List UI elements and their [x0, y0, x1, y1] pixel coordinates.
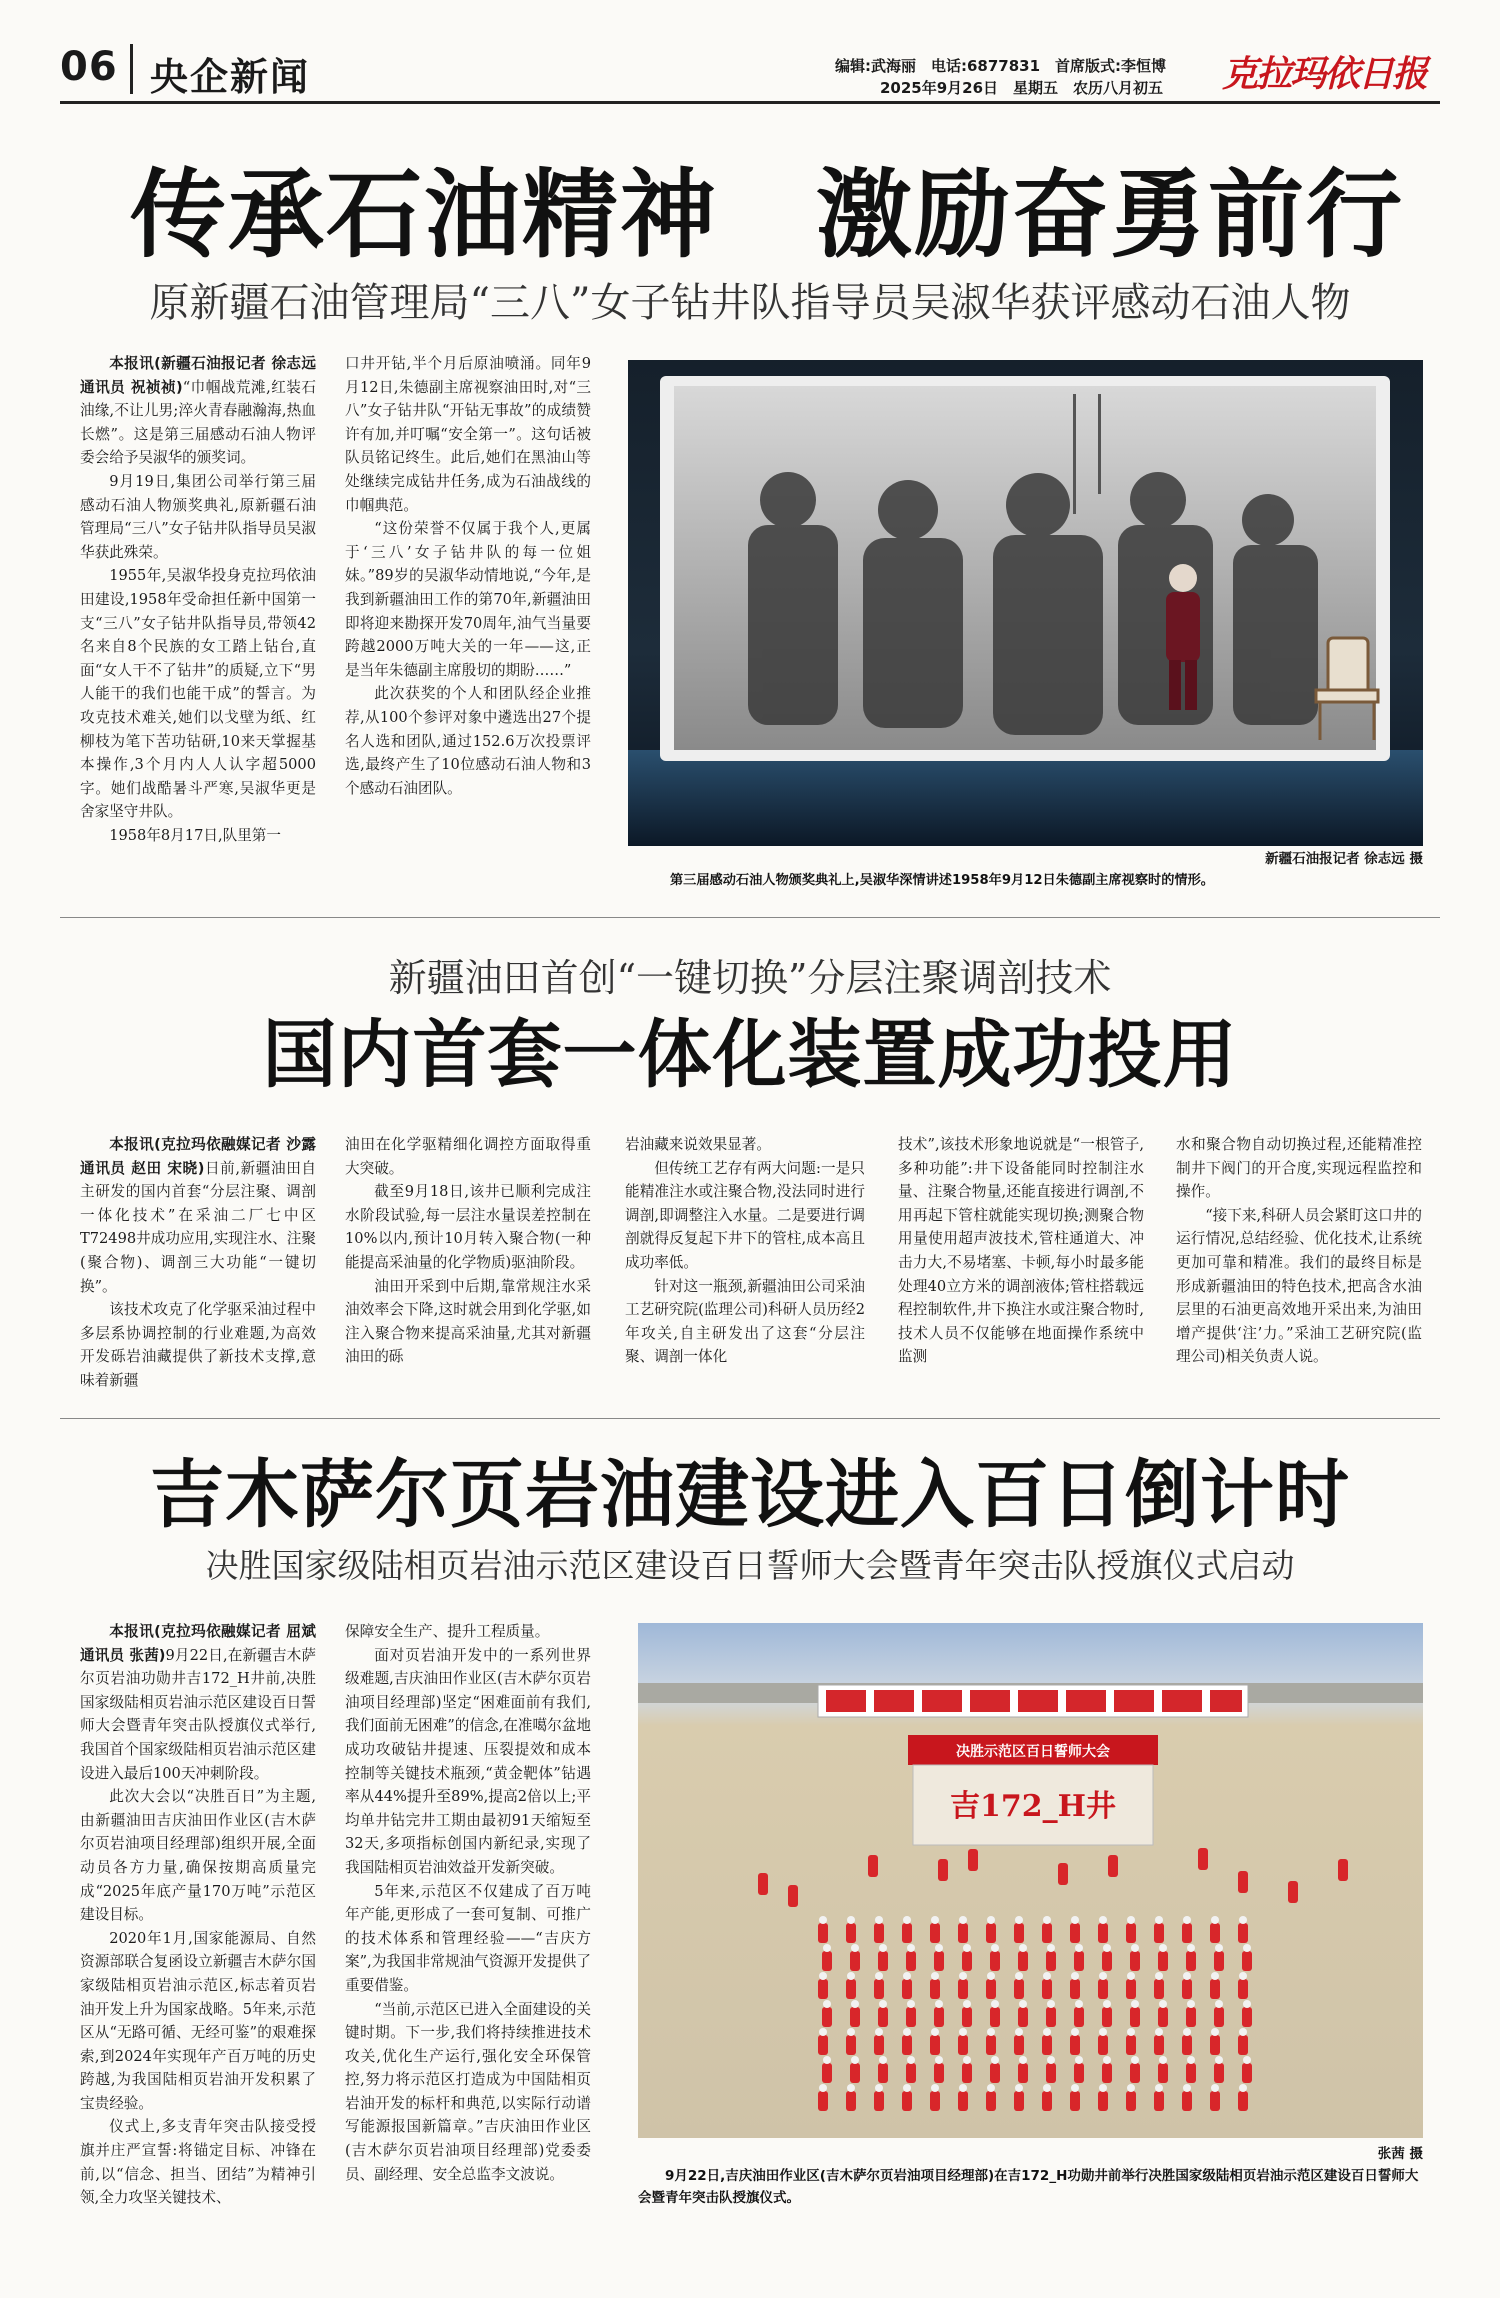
worker-helmet — [963, 2000, 971, 2008]
worker-figure — [878, 1951, 888, 1971]
worker-figure — [822, 2007, 832, 2027]
worker-figure — [818, 1979, 828, 1999]
worker-helmet — [903, 2028, 911, 2036]
section-divider — [60, 917, 1440, 918]
worker-figure — [874, 1923, 884, 1943]
story2-kicker: 新疆油田首创“一键切换”分层注聚调剖技术 — [388, 956, 1112, 1000]
worker-helmet — [1187, 2000, 1195, 2008]
worker-helmet — [903, 1916, 911, 1924]
worker-figure — [1182, 1979, 1192, 1999]
worker-figure — [868, 1855, 878, 1877]
worker-helmet — [1159, 2000, 1167, 2008]
worker-helmet — [1015, 1972, 1023, 1980]
story3-paragraph: 仪式上,多支青年突击队接受授旗并庄严宣誓:将锚定目标、冲锋在前,以“信念、担当、团结”为精神引领,全力攻坚关键技术、 — [80, 2118, 316, 2207]
worker-figure — [1126, 2091, 1136, 2111]
worker-helmet — [1103, 2056, 1111, 2064]
date-line: 2025年9月26日 星期五 农历八月初五 — [880, 79, 1164, 97]
worker-figure — [1070, 1979, 1080, 1999]
worker-helmet — [931, 2028, 939, 2036]
story3-column-1 — [80, 1620, 316, 2285]
worker-figure — [1288, 1881, 1298, 1903]
worker-figure — [1210, 1979, 1220, 1999]
story2-paragraph: “接下来,科研人员会紧盯这口井的运行情况,总结经验、优化技术,让系统更加可靠和精准。我们的最终目标是形成新疆油田的特色技术,把高含水油层里的石油更高效地开采出来,为油田增产提供‘注’力。”采油工艺研究院(监理公司)相关负责人说。 — [1176, 1206, 1422, 1366]
worker-helmet — [1155, 2028, 1163, 2036]
worker-helmet — [1239, 2028, 1247, 2036]
worker-helmet — [819, 2084, 827, 2092]
worker-figure — [1042, 2091, 1052, 2111]
masthead-divider — [130, 44, 133, 94]
story1-byline: 本报讯(新疆石油报记者 徐志远 通讯员 祝祯祯) — [80, 355, 316, 396]
worker-helmet — [1211, 2028, 1219, 2036]
worker-helmet — [851, 2000, 859, 2008]
worker-helmet — [959, 2084, 967, 2092]
story3-paragraph: 保障安全生产、提升工程质量。 — [345, 1623, 550, 1640]
worker-figure — [1098, 1923, 1108, 1943]
worker-helmet — [931, 2084, 939, 2092]
worker-helmet — [819, 2028, 827, 2036]
worker-figure — [1154, 1923, 1164, 1943]
worker-figure — [938, 1859, 948, 1881]
worker-figure — [1214, 2007, 1224, 2027]
worker-helmet — [987, 1972, 995, 1980]
worker-figure — [1158, 1951, 1168, 1971]
worker-figure — [1046, 1951, 1056, 1971]
worker-figure — [958, 1923, 968, 1943]
worker-figure — [1238, 2035, 1248, 2055]
worker-helmet — [819, 1972, 827, 1980]
story3-byline: 本报讯(克拉玛依融媒记者 屈斌 通讯员 张茜) — [80, 1623, 316, 1664]
worker-helmet — [1131, 2056, 1139, 2064]
worker-figure — [990, 2007, 1000, 2027]
worker-figure — [788, 1885, 798, 1907]
worker-helmet — [1075, 1944, 1083, 1952]
worker-helmet — [959, 2028, 967, 2036]
worker-figure — [962, 2007, 972, 2027]
worker-helmet — [907, 2056, 915, 2064]
story1-column-2 — [345, 352, 591, 897]
worker-figure — [1238, 2091, 1248, 2111]
worker-helmet — [1071, 1972, 1079, 1980]
story2-paragraph: 截至9月18日,该井已顺利完成注水阶段试验,每一层注水量误差控制在10%以内,预计10月转入聚合物(一种能提高采油量的化学物质)驱油阶段。 — [345, 1183, 591, 1271]
story3-paragraph: 5年来,示范区不仅建成了百万吨年产能,更形成了一套可复制、可推广的技术体系和管理经验——“吉庆方案”,为我国非常规油气资源开发提供了重要借鉴。 — [345, 1882, 591, 1994]
worker-figure — [934, 1951, 944, 1971]
worker-helmet — [1183, 1916, 1191, 1924]
worker-helmet — [1243, 2056, 1251, 2064]
story2-paragraph: 技术”,该技术形象地说就是“一根管子,多种功能”:井下设备能同时控制注水量、注聚合物量,还能直接进行调剖,不用再起下管柱就能实现切换;测聚合物用量使用超声波技术,管柱通道大、冲击力大,不易堵塞、卡顿,每小时最多能处理40立方米的调剖液体;管柱搭载远程控制软件,井下换注水或注聚合物时,技术人员不仅能够在地面操作系统中监测 — [898, 1136, 1144, 1366]
worker-figure — [1198, 1848, 1208, 1870]
stage-scene — [628, 360, 1423, 846]
worker-figure — [1074, 1951, 1084, 1971]
worker-helmet — [1071, 2084, 1079, 2092]
worker-helmet — [1043, 2084, 1051, 2092]
story2-column-1 — [80, 1133, 316, 1413]
worker-figure — [1046, 2063, 1056, 2083]
story3-column-2 — [345, 1620, 591, 2285]
worker-figure — [1014, 1923, 1024, 1943]
worker-helmet — [847, 1972, 855, 1980]
story1-column-1 — [80, 352, 316, 897]
worker-helmet — [1071, 1916, 1079, 1924]
worker-helmet — [823, 1944, 831, 1952]
story2-column-4 — [898, 1133, 1144, 1413]
worker-helmet — [1015, 2028, 1023, 2036]
worker-helmet — [1071, 2028, 1079, 2036]
worker-helmet — [1243, 2000, 1251, 2008]
worker-helmet — [1215, 2000, 1223, 2008]
worker-figure — [1182, 1923, 1192, 1943]
worker-helmet — [1155, 1972, 1163, 1980]
worker-helmet — [991, 2056, 999, 2064]
worker-figure — [902, 2035, 912, 2055]
worker-helmet — [987, 2084, 995, 2092]
worker-helmet — [1019, 2000, 1027, 2008]
worker-figure — [930, 1979, 940, 1999]
worker-helmet — [851, 1944, 859, 1952]
worker-figure — [1154, 2035, 1164, 2055]
worker-helmet — [819, 1916, 827, 1924]
story2-paragraph: 日前,新疆油田自主研发的国内首套“分层注聚、调剖一体化技术”在采油二厂七中区T72498井成功应用,实现注水、注聚(聚合物)、调剖三大功能“一键切换”。 — [80, 1159, 316, 1295]
worker-helmet — [1187, 1944, 1195, 1952]
worker-figure — [1210, 2091, 1220, 2111]
story2-paragraph: 油田开采到中后期,靠常规注水采油效率会下降,这时就会用到化学驱,如注入聚合物来提高采油量,尤其对新疆油田的砾 — [345, 1277, 591, 1366]
worker-figure — [846, 2091, 856, 2111]
worker-helmet — [903, 1972, 911, 1980]
worker-figure — [1070, 1923, 1080, 1943]
worker-helmet — [823, 2000, 831, 2008]
worker-helmet — [1159, 2056, 1167, 2064]
worker-figure — [1338, 1859, 1348, 1881]
worker-helmet — [1211, 1972, 1219, 1980]
worker-figure — [986, 1923, 996, 1943]
story3-photo-caption: 9月22日,吉庆油田作业区(吉木萨尔页岩油项目经理部)在吉172_H功勋井前举行决胜国家级陆相页岩油示范区建设百日誓师大会暨青年突击队授旗仪式。 — [638, 2168, 1419, 2206]
worker-helmet — [907, 1944, 915, 1952]
story2-column-3 — [625, 1133, 865, 1413]
photo-well-label: 吉172_H井 — [950, 1789, 1116, 1824]
worker-figure — [990, 2063, 1000, 2083]
worker-figure — [1014, 2035, 1024, 2055]
worker-figure — [1042, 1979, 1052, 1999]
worker-helmet — [1239, 1916, 1247, 1924]
worker-figure — [1210, 2035, 1220, 2055]
ceremony-scene — [638, 1623, 1423, 2138]
story2-paragraph: 水和聚合物自动切换过程,还能精准控制井下阀门的开合度,实现远程监控和操作。 — [1176, 1136, 1422, 1201]
story3-paragraph: 面对页岩油开发中的一系列世界级难题,吉庆油田作业区(吉木萨尔页岩油项目经理部)坚定“困难面前有我们,我们面前无困难”的信念,在准噶尔盆地成功攻破钻井提速、压裂提效和成本控制等关键技术瓶颈,“黄金靶体”钻遇率从44%提升至89%,提高2倍以上;平均单井钻完井工期由最初91天缩短至32天,多项指标创国内新纪录,实现了我国陆相页岩油效益开发新突破。 — [345, 1646, 591, 1876]
worker-helmet — [1047, 2000, 1055, 2008]
worker-helmet — [931, 1916, 939, 1924]
story1-paragraph: 此次获奖的个人和团队经企业推荐,从100个参评对象中遴选出27个提名人选和团队,通过152.6万次投票评选,最终产生了10位感动石油人物和3个感动石油团队。 — [345, 685, 591, 797]
worker-figure — [930, 1923, 940, 1943]
worker-helmet — [1215, 1944, 1223, 1952]
worker-figure — [1186, 1951, 1196, 1971]
worker-figure — [1018, 1951, 1028, 1971]
worker-figure — [846, 1979, 856, 1999]
worker-figure — [1214, 2063, 1224, 2083]
section-title: 央企新闻 — [150, 54, 311, 99]
story2-paragraph: 但传统工艺存有两大问题:一是只能精准注水或注聚合物,没法同时进行调剖,即调整注入水量。二是要进行调剖就得反复起下井下的管柱,成本高且成功率低。 — [625, 1159, 865, 1271]
worker-helmet — [1127, 2028, 1135, 2036]
worker-figure — [1070, 2091, 1080, 2111]
worker-figure — [930, 2035, 940, 2055]
worker-figure — [902, 1979, 912, 1999]
worker-figure — [906, 1951, 916, 1971]
worker-figure — [1074, 2063, 1084, 2083]
worker-figure — [930, 2091, 940, 2111]
page-number: 06 — [60, 44, 118, 90]
worker-figure — [1238, 1871, 1248, 1893]
worker-helmet — [1103, 2000, 1111, 2008]
story3-paragraph: 此次大会以“决胜百日”为主题,由新疆油田吉庆油田作业区(吉木萨尔页岩油项目经理部)组织开展,全面动员各方力量,确保按期高质量完成“2025年底产量170万吨”示范区建设目标。 — [80, 1788, 316, 1924]
worker-figure — [1108, 1855, 1118, 1877]
worker-figure — [1018, 2063, 1028, 2083]
worker-helmet — [1075, 2056, 1083, 2064]
worker-figure — [850, 2063, 860, 2083]
worker-helmet — [1019, 2056, 1027, 2064]
worker-figure — [1158, 2063, 1168, 2083]
worker-helmet — [987, 1916, 995, 1924]
worker-helmet — [1047, 1944, 1055, 1952]
worker-figure — [822, 2063, 832, 2083]
worker-figure — [1014, 1979, 1024, 1999]
story1-paragraph: 口井开钻,半个月后原油喷涌。同年9月12日,朱德副主席视察油田时,对“三八”女子钻井队“开钻无事故”的成绩赞许有加,并叮嘱“安全第一”。这句话被队员铭记终生。此后,她们在黑油山等处继续完成钻井任务,成为石油战线的巾帼典范。 — [345, 355, 591, 514]
worker-helmet — [1187, 2056, 1195, 2064]
worker-helmet — [1155, 2084, 1163, 2092]
story3-headline: 吉木萨尔页岩油建设进入百日倒计时 — [150, 1452, 1350, 1538]
paper-name-logo: 克拉玛依日报 — [1222, 53, 1427, 95]
worker-figure — [968, 1849, 978, 1871]
worker-figure — [986, 2091, 996, 2111]
worker-figure — [822, 1951, 832, 1971]
worker-figure — [878, 2063, 888, 2083]
worker-figure — [1042, 2035, 1052, 2055]
worker-figure — [958, 2091, 968, 2111]
story1-subhead: 原新疆石油管理局“三八”女子钻井队指导员吴淑华获评感动石油人物 — [149, 280, 1351, 326]
worker-figure — [818, 2035, 828, 2055]
worker-helmet — [1047, 2056, 1055, 2064]
worker-helmet — [1043, 1916, 1051, 1924]
worker-helmet — [875, 1916, 883, 1924]
worker-helmet — [1183, 1972, 1191, 1980]
story3-paragraph: 9月22日,在新疆吉木萨尔页岩油功勋井吉172_H井前,决胜国家级陆相页岩油示范区建设百日誓师大会暨青年突击队授旗仪式举行,我国首个国家级陆相页岩油示范区建设进入最后100天冲刺阶段。 — [80, 1646, 316, 1782]
worker-figure — [1098, 2035, 1108, 2055]
story1-paragraph: 1955年,吴淑华投身克拉玛依油田建设,1958年受命担任新中国第一支“三八”女子钻井队指导员,带领42名来自8个民族的女工踏上钻台,直面“女人干不了钻井”的质疑,立下“男人能干的我们也能干成”的誓言。为攻克技术难关,她们以戈壁为纸、红柳枝为笔下苦功钻研,10来天掌握基本操作,3个月内人人认字超5000字。她们战酷暑斗严寒,吴淑华更是舍家坚守井队。 — [80, 567, 316, 821]
worker-figure — [1238, 1979, 1248, 1999]
worker-helmet — [1043, 2028, 1051, 2036]
worker-figure — [1098, 1979, 1108, 1999]
worker-helmet — [1159, 1944, 1167, 1952]
worker-figure — [818, 2091, 828, 2111]
worker-helmet — [1099, 2084, 1107, 2092]
story3-photo — [638, 1623, 1423, 2138]
worker-helmet — [847, 1916, 855, 1924]
worker-figure — [850, 1951, 860, 1971]
worker-helmet — [875, 1972, 883, 1980]
worker-helmet — [1131, 1944, 1139, 1952]
worker-figure — [878, 2007, 888, 2027]
worker-figure — [962, 2063, 972, 2083]
story1-photo — [628, 360, 1423, 846]
story2-paragraph: 针对这一瓶颈,新疆油田公司采油工艺研究院(监理公司)科研人员历经2年攻关,自主研发出了这套“分层注聚、调剖一体化 — [625, 1277, 865, 1366]
worker-helmet — [1131, 2000, 1139, 2008]
worker-figure — [1018, 2007, 1028, 2027]
story2-paragraph: 岩油藏来说效果显著。 — [625, 1136, 771, 1153]
worker-figure — [1158, 2007, 1168, 2027]
worker-helmet — [907, 2000, 915, 2008]
worker-helmet — [1215, 2056, 1223, 2064]
story1-paragraph: “巾帼战荒滩,红装石油缘,不让儿男;淬火青春融瀚海,热血长燃”。这是第三届感动石油人物评委会给予吴淑华的颁奖词。 — [80, 378, 316, 467]
worker-figure — [1042, 1923, 1052, 1943]
worker-helmet — [931, 1972, 939, 1980]
worker-helmet — [991, 1944, 999, 1952]
worker-helmet — [1243, 1944, 1251, 1952]
story2-column-2 — [345, 1133, 591, 1413]
worker-helmet — [1015, 2084, 1023, 2092]
worker-helmet — [935, 2056, 943, 2064]
worker-figure — [1186, 2063, 1196, 2083]
worker-figure — [1154, 1979, 1164, 1999]
worker-figure — [906, 2063, 916, 2083]
story1-photo-credit: 新疆石油报记者 徐志远 摄 — [1265, 851, 1423, 867]
worker-helmet — [1239, 1972, 1247, 1980]
worker-figure — [1098, 2091, 1108, 2111]
section-divider — [60, 1418, 1440, 1419]
worker-figure — [758, 1873, 768, 1895]
worker-figure — [958, 2035, 968, 2055]
worker-figure — [934, 2063, 944, 2083]
worker-helmet — [1127, 2084, 1135, 2092]
worker-helmet — [851, 2056, 859, 2064]
worker-figure — [1046, 2007, 1056, 2027]
worker-helmet — [963, 1944, 971, 1952]
worker-helmet — [879, 1944, 887, 1952]
worker-figure — [1214, 1951, 1224, 1971]
story2-paragraph: 油田在化学驱精细化调控方面取得重大突破。 — [345, 1136, 591, 1177]
editor-line: 编辑:武海丽 电话:6877831 首席版式:李恒博 — [835, 57, 1167, 75]
worker-helmet — [1103, 1944, 1111, 1952]
worker-figure — [1154, 2091, 1164, 2111]
worker-figure — [874, 1979, 884, 1999]
worker-helmet — [1099, 1916, 1107, 1924]
worker-figure — [962, 1951, 972, 1971]
worker-figure — [986, 2035, 996, 2055]
worker-figure — [902, 2091, 912, 2111]
worker-figure — [990, 1951, 1000, 1971]
story1-paragraph: 1958年8月17日,队里第一 — [109, 826, 281, 844]
worker-helmet — [1099, 2028, 1107, 2036]
worker-figure — [874, 2091, 884, 2111]
worker-helmet — [1183, 2084, 1191, 2092]
worker-figure — [1238, 1923, 1248, 1943]
worker-figure — [1126, 2035, 1136, 2055]
worker-figure — [1126, 1979, 1136, 1999]
story3-photo-credit: 张茜 摄 — [1377, 2146, 1423, 2162]
worker-helmet — [935, 1944, 943, 1952]
worker-helmet — [1211, 1916, 1219, 1924]
story2-headline: 国内首套一体化装置成功投用 — [262, 1012, 1238, 1098]
story3-paragraph: “当前,示范区已进入全面建设的关键时期。下一步,我们将持续推进技术攻关,优化生产运行,强化安全环保管控,努力将示范区打造成为中国陆相页岩油开发的标杆和典范,以实际行动谱写能源报国新篇章。”吉庆油田作业区(吉木萨尔页岩油项目经理部)党委委员、副经理、安全总监李文波说。 — [345, 2000, 591, 2183]
worker-helmet — [1099, 1972, 1107, 1980]
worker-figure — [1242, 2063, 1252, 2083]
worker-figure — [1014, 2091, 1024, 2111]
story3-paragraph: 2020年1月,国家能源局、自然资源部联合复函设立新疆吉木萨尔国家级陆相页岩油示范区,标志着页岩油开发上升为国家战略。5年来,示范区从“无路可循、无经可鉴”的艰难探索,到2024年实现年产百万吨的历史跨越,为我国陆相页岩油开发积累了宝贵经验。 — [80, 1929, 316, 2112]
worker-figure — [1186, 2007, 1196, 2027]
worker-figure — [1130, 2007, 1140, 2027]
worker-helmet — [875, 2084, 883, 2092]
worker-helmet — [1015, 1916, 1023, 1924]
worker-figure — [1210, 1923, 1220, 1943]
photo-banner-text: 决胜示范区百日誓师大会 — [956, 1744, 1110, 1760]
worker-helmet — [987, 2028, 995, 2036]
worker-helmet — [1239, 2084, 1247, 2092]
worker-figure — [1102, 2007, 1112, 2027]
worker-helmet — [1211, 2084, 1219, 2092]
masthead-rule — [60, 101, 1440, 104]
worker-figure — [1070, 2035, 1080, 2055]
worker-figure — [1182, 2035, 1192, 2055]
worker-helmet — [1155, 1916, 1163, 1924]
worker-figure — [874, 2035, 884, 2055]
worker-figure — [1058, 1863, 1068, 1885]
worker-figure — [986, 1979, 996, 1999]
story1-photo-caption: 第三届感动石油人物颁奖典礼上,吴淑华深情讲述1958年9月12日朱德副主席视察时的情形。 — [670, 873, 1214, 888]
worker-helmet — [1043, 1972, 1051, 1980]
worker-figure — [1126, 1923, 1136, 1943]
worker-helmet — [1019, 1944, 1027, 1952]
worker-helmet — [959, 1916, 967, 1924]
worker-helmet — [847, 2028, 855, 2036]
worker-figure — [1130, 2063, 1140, 2083]
story1-headline: 传承石油精神 激励奋勇前行 — [130, 159, 1404, 271]
worker-figure — [846, 1923, 856, 1943]
worker-helmet — [1127, 1972, 1135, 1980]
worker-figure — [1074, 2007, 1084, 2027]
worker-figure — [1242, 2007, 1252, 2027]
worker-helmet — [903, 2084, 911, 2092]
worker-figure — [1102, 2063, 1112, 2083]
worker-helmet — [879, 2000, 887, 2008]
worker-helmet — [959, 1972, 967, 1980]
story2-paragraph: 该技术攻克了化学驱采油过程中多层系协调控制的行业难题,为高效开发砾岩油藏提供了新技术支撑,意味着新疆 — [80, 1301, 316, 1389]
worker-helmet — [935, 2000, 943, 2008]
worker-helmet — [963, 2056, 971, 2064]
story2-byline: 本报讯(克拉玛依融媒记者 沙露 通讯员 赵田 宋晓) — [80, 1136, 316, 1177]
worker-figure — [934, 2007, 944, 2027]
worker-figure — [846, 2035, 856, 2055]
worker-helmet — [823, 2056, 831, 2064]
crowd-formation — [758, 1848, 1348, 2111]
worker-helmet — [847, 2084, 855, 2092]
worker-helmet — [1183, 2028, 1191, 2036]
worker-figure — [1130, 1951, 1140, 1971]
story2-column-5 — [1176, 1133, 1422, 1413]
worker-figure — [958, 1979, 968, 1999]
worker-helmet — [875, 2028, 883, 2036]
story1-paragraph: “这份荣誉不仅属于我个人,更属于‘三八’女子钻井队的每一位姐妹。”89岁的吴淑华动情地说,“今年,是我到新疆油田工作的第70年,新疆油田即将迎来勘探开发70周年,油气当量要跨越2000万吨大关的一年——这,正是当年朱德副主席殷切的期盼……” — [345, 520, 591, 679]
worker-figure — [906, 2007, 916, 2027]
story3-subhead: 决胜国家级陆相页岩油示范区建设百日誓师大会暨青年突击队授旗仪式启动 — [205, 1546, 1295, 1585]
worker-figure — [850, 2007, 860, 2027]
worker-helmet — [879, 2056, 887, 2064]
worker-figure — [1182, 2091, 1192, 2111]
worker-figure — [1242, 1951, 1252, 1971]
story1-paragraph: 9月19日,集团公司举行第三届感动石油人物颁奖典礼,原新疆石油管理局“三八”女子钻井队指导员吴淑华获此殊荣。 — [80, 472, 316, 561]
worker-helmet — [1127, 1916, 1135, 1924]
worker-figure — [902, 1923, 912, 1943]
worker-figure — [818, 1923, 828, 1943]
worker-helmet — [1075, 2000, 1083, 2008]
worker-helmet — [991, 2000, 999, 2008]
worker-figure — [1102, 1951, 1112, 1971]
